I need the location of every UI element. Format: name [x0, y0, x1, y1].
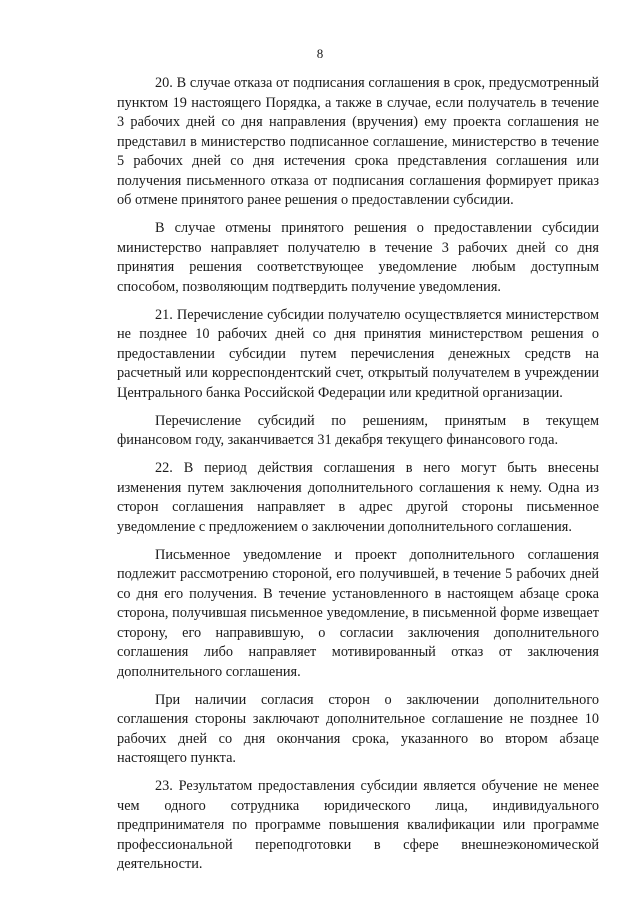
page-number: 8	[316, 46, 324, 61]
paragraph-21-deadline: Перечисление субсидий по решениям, принятым в текущем финансовом году, заканчивается 31 декабря текущего финансового года.	[117, 412, 599, 448]
paragraph-20: 20. В случае отказа от подписания соглашения в срок, предусмотренный пунктом 19 настоящего Порядка, а также в случае, если получатель в течение 3 рабочих дней со дня направления (вручения) ему проекта соглашения не представил в министерство подписанное соглашение, министерство в течение 5 рабочих дней со дня истечения срока представления соглашения или получения письменного отказа от подписания соглашения формирует приказ об отмене принятого ранее решения о предоставлении субсидии.	[117, 75, 599, 208]
paragraph-23: 23. Результатом предоставления субсидии является обучение не менее чем одного сотрудника юридического лица, индивидуального предпринимателя по программе повышения квалификации или программе профессиональной переподготовки в сфере внешнеэкономической деятельности.	[117, 778, 599, 872]
document-body	[117, 74, 599, 875]
paragraph-22: 22. В период действия соглашения в него могут быть внесены изменения путем заключения дополнительного соглашения к нему. Одна из сторон соглашения направляет в адрес другой стороны письменное уведомление с предложением о заключении дополнительного соглашения.	[117, 460, 599, 535]
paragraph-22-notice-review: Письменное уведомление и проект дополнительного соглашения подлежит рассмотрению стороной, его получившей, в течение 5 рабочих дней со дня его получения. В течение установленного в настоящем абзаце срока сторона, получившая письменное уведомление, в письменной форме извещает сторону, его направившую, о согласии заключения дополнительного соглашения либо направляет мотивированный отказ от заключения дополнительного соглашения.	[117, 546, 599, 680]
paragraph-22-agreement: При наличии согласия сторон о заключении дополнительного соглашения стороны заключают дополнительное соглашение не позднее 10 рабочих дней со дня окончания срока, указанного во втором абзаце настоящего пункта.	[117, 691, 599, 766]
paragraph-20-cancellation: В случае отмены принятого решения о предоставлении субсидии министерство направляет получателю в течение 3 рабочих дней со дня принятия решения соответствующее уведомление любым доступным способом, позволяющим подтвердить получение уведомления.	[117, 220, 599, 295]
paragraph-21: 21. Перечисление субсидии получателю осуществляется министерством не позднее 10 рабочих дней со дня принятия министерством решения о предоставлении субсидии путем перечисления денежных средств на расчетный или корреспондентский счет, открытый получателем в учреждении Центрального банка Российской Федерации или кредитной организации.	[117, 306, 599, 401]
